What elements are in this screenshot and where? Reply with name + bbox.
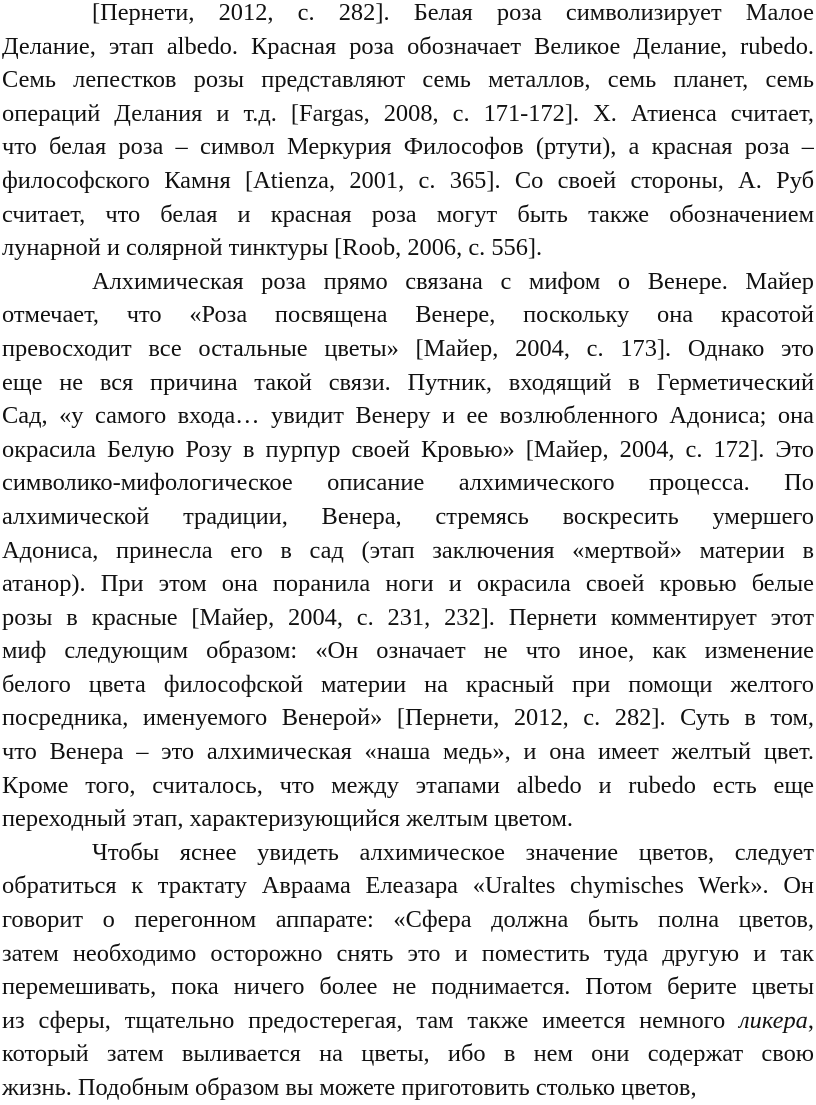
text-line: Семь лепестков розы представляют семь металлов, семь планет, семь	[2, 66, 814, 94]
text-line: Кроме того, считалось, что между этапами albedo и rubedo есть еще	[2, 771, 814, 799]
text-line: миф следующим образом: «Он означает не что иное, как изменение	[2, 637, 814, 665]
text-line: что белая роза – символ Меркурия Философов (ртути), а красная роза –	[2, 133, 814, 161]
text-line: символико-мифологическое описание алхимического процесса. По	[2, 469, 814, 497]
text-line: отмечает, что «Роза посвящена Венере, поскольку она красотой	[2, 301, 814, 329]
text-line: Сад, «у самого входа… увидит Венеру и ее возлюбленного Адониса; она	[2, 402, 814, 430]
text-line: алхимической традиции, Венера, стремясь воскресить умершего	[2, 502, 814, 530]
text-line: белого цвета философской материи на красный при помощи желтого	[2, 670, 814, 698]
text-run: ,	[807, 1006, 814, 1034]
text-run: из сферы, тщательно предостерегая, там также имеется немного	[2, 1006, 740, 1034]
text-line: Алхимическая роза прямо связана с мифом о Венере. Майер	[92, 267, 814, 295]
text-line: окрасила Белую Розу в пурпур своей Кровью» [Майер, 2004, с. 172]. Это	[2, 435, 814, 463]
text-line: атанор). При этом она поранила ноги и окрасила своей кровью белые	[2, 570, 814, 598]
text-line: который затем выливается на цветы, ибо в нем они содержат свою	[2, 1040, 814, 1068]
text-line: посредника, именуемого Венерой» [Пернети, 2012, с. 282]. Суть в том,	[2, 704, 814, 732]
text-line: что Венера – это алхимическая «наша медь», и она имеет желтый цвет.	[2, 738, 814, 766]
text-line: Адониса, принесла его в сад (этап заключения «мертвой» материи в	[2, 536, 814, 564]
text-line: лунарной и солярной тинктуры [Roob, 2006, с. 556].	[2, 234, 543, 262]
text-line: философского Камня [Atienza, 2001, с. 365]. Со своей стороны, А. Руб	[2, 166, 814, 194]
text-line: жизнь. Подобным образом вы можете приготовить столько цветов,	[2, 1074, 697, 1101]
paragraph-2	[2, 265, 816, 836]
text-line: считает, что белая и красная роза могут быть также обозначением	[2, 200, 814, 228]
paragraph-1	[2, 0, 816, 265]
text-line: еще не вся причина такой связи. Путник, входящий в Герметический	[2, 368, 814, 396]
text-line: говорит о перегонном аппарате: «Сфера должна быть полна цветов,	[2, 906, 814, 934]
text-line: операций Делания и т.д. [Fargas, 2008, с. 171-172]. Х. Атиенса считает,	[2, 99, 814, 127]
text-line: обратиться к трактату Авраама Елеазара «Uraltes chymisches Werk». Он	[2, 872, 814, 900]
text-line: переходный этап, характеризующийся желтым цветом.	[2, 805, 574, 833]
text-line: розы в красные [Майер, 2004, с. 231, 232]. Пернети комментирует этот	[2, 603, 814, 631]
text-line: перемешивать, пока ничего более не поднимается. Потом берите цветы	[2, 973, 814, 1001]
text-line: [Пернети, 2012, с. 282]. Белая роза символизирует Малое	[92, 0, 814, 26]
text-line: Делание, этап albedo. Красная роза обозначает Великое Делание, rubedo.	[2, 32, 814, 60]
text-line: затем необходимо осторожно снять это и поместить туда другую и так	[2, 939, 814, 967]
text-line-with-italic	[2, 1004, 814, 1038]
text-line: превосходит все остальные цветы» [Майер, 2004, с. 173]. Однако это	[2, 334, 814, 362]
text-line: Чтобы яснее увидеть алхимическое значение цветов, следует	[92, 838, 814, 866]
paragraph-3	[2, 836, 816, 1105]
italic-term: ликера	[739, 1006, 808, 1034]
